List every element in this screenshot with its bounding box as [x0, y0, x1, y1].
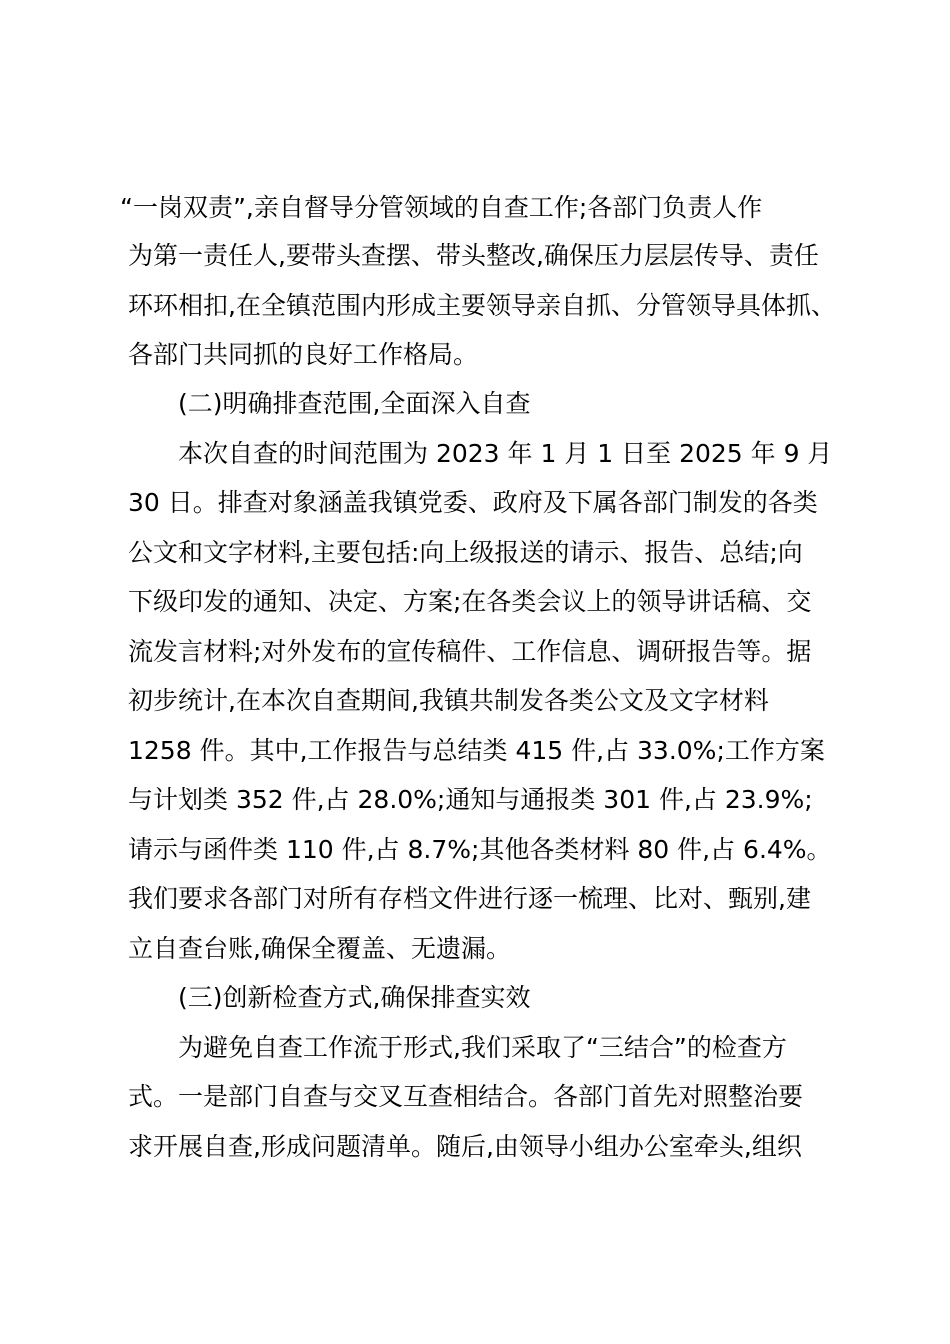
paragraph-line: 为第一责任人,要带头查摆、带头整改,确保压力层层传导、责任	[128, 241, 819, 270]
paragraph-line: 我们要求各部门对所有存档文件进行逐一梳理、比对、甄别,建	[128, 884, 811, 913]
paragraph-line: 为避免自查工作流于形式,我们采取了“三结合”的检查方	[178, 1033, 787, 1062]
section-heading: (二)明确排查范围,全面深入自查	[178, 389, 531, 418]
paragraph-line: 下级印发的通知、决定、方案;在各类会议上的领导讲话稿、交	[128, 587, 812, 616]
paragraph-line: 30 日。排查对象涵盖我镇党委、政府及下属各部门制发的各类	[128, 488, 818, 517]
paragraph-line: 式。一是部门自查与交叉互查相结合。各部门首先对照整治要	[128, 1082, 804, 1111]
paragraph-line: 1258 件。其中,工作报告与总结类 415 件,占 33.0%;工作方案	[128, 736, 825, 765]
paragraph-line: 求开展自查,形成问题清单。随后,由领导小组办公室牵头,组织	[128, 1132, 802, 1161]
paragraph-line: 立自查台账,确保全覆盖、无遗漏。	[128, 934, 511, 963]
paragraph-line: 初步统计,在本次自查期间,我镇共制发各类公文及文字材料	[128, 686, 769, 715]
paragraph-line: 各部门共同抓的良好工作格局。	[128, 340, 479, 369]
paragraph-line: “一岗双责”,亲自督导分管领域的自查工作;各部门负责人作	[120, 193, 763, 222]
section-heading: (三)创新检查方式,确保排查实效	[178, 983, 531, 1012]
paragraph-line: 与计划类 352 件,占 28.0%;通知与通报类 301 件,占 23.9%;	[128, 785, 813, 814]
paragraph-line: 环环相扣,在全镇范围内形成主要领导亲自抓、分管领导具体抓、	[128, 291, 836, 320]
paragraph-line: 请示与函件类 110 件,占 8.7%;其他各类材料 80 件,占 6.4%。	[128, 835, 832, 864]
paragraph-line: 本次自查的时间范围为 2023 年 1 月 1 日至 2025 年 9 月	[178, 439, 833, 468]
paragraph-line: 公文和文字材料,主要包括:向上级报送的请示、报告、总结;向	[128, 538, 803, 567]
paragraph-line: 流发言材料;对外发布的宣传稿件、工作信息、调研报告等。据	[128, 637, 812, 666]
